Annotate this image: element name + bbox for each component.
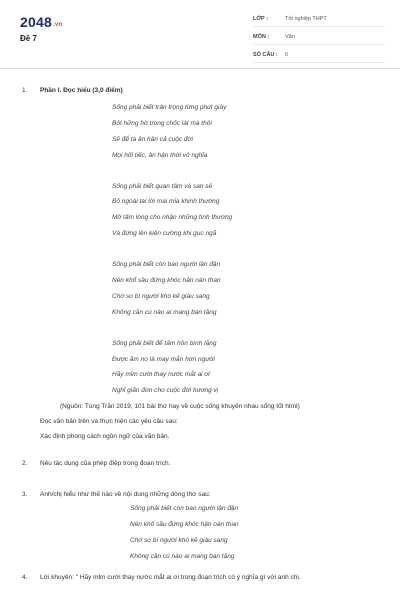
meta-value: Tốt nghiệp THPT [285, 16, 327, 22]
poem-line: Nghĩ giản đơn cho cuộc đời hương vị [112, 387, 219, 395]
poem-line: Hãy mỉm cười thay nước mắt ai ơi [112, 371, 210, 379]
question-text: Nêu tác dụng của phép điệp trong đoạn trích. [40, 460, 171, 468]
poem-line: Nén khổ sầu đứng khóc hận oán than [112, 277, 221, 285]
question-number: 3. [22, 491, 28, 499]
poem-line: Không cần cù nào ai mang ban tặng [130, 552, 235, 560]
poem-line: Không cần cù nào ai mang ban tặng [112, 308, 217, 316]
quoted-poem [0, 501, 400, 565]
question-text: Phần I. Đọc hiểu (3,0 điểm) [40, 87, 123, 94]
question-1-title [0, 84, 400, 97]
meta-value: Văn [285, 34, 295, 40]
logo-text: 2048 [20, 14, 52, 30]
meta-label: LỚP : [253, 16, 268, 22]
exam-title: Đề 7 [20, 34, 37, 43]
meta-row-subject [253, 30, 385, 45]
poem-line: Bỏ ngoài tai lời mai mỉa khinh thường [112, 198, 220, 206]
meta-value: 6 [285, 52, 289, 58]
poem-stanza-4 [0, 336, 400, 400]
poem-line: Sống phải biết trân trọng từng phút giây [112, 104, 227, 111]
poem-line: Bởi hững hờ trong chốc lát mà thôi [112, 119, 212, 127]
meta-label: SỐ CÂU : [253, 52, 278, 58]
poem-line: Và đứng lên kiên cường khi gục ngã [112, 230, 217, 238]
question-number: 1. [22, 87, 28, 94]
site-logo[interactable] [20, 14, 62, 30]
poem-source: (Nguồn: Tùng Trần 2019, 101 bài thơ hay về cuộc sống khuyên nhau sống tốt html) [60, 403, 300, 411]
poem-line: Chớ so bì người khó kẻ giàu sang [112, 292, 210, 300]
poem-line: Được ấm no là may mắn hơn người [112, 355, 215, 363]
poem-line: Sống phải biết còn bao người lận đận [130, 505, 239, 513]
poem-line: Sống phải biết quan tâm và san sẻ [112, 182, 213, 190]
question-number: 2. [22, 460, 28, 468]
exam-meta [253, 12, 385, 66]
poem-line: Mọi hối tiếc, ân hận thời vô nghĩa [112, 151, 208, 159]
page-header [0, 0, 400, 69]
poem-stanza-1 [0, 100, 400, 164]
question-2-title [0, 457, 400, 470]
poem-line: Chớ so bì người khó kẻ giàu sang [130, 537, 228, 545]
question-text: Anh/chị hiểu như thế nào về nội dung những dòng thơ sau: [40, 491, 211, 499]
question-3-title [0, 488, 400, 501]
task-text: Xác định phong cách ngôn ngữ của văn bản. [40, 433, 170, 441]
meta-row-class [253, 12, 385, 27]
poem-line: Sống phải biết để tâm hồn bình lặng [112, 339, 217, 347]
instruction-text: Đọc văn bản trên và thực hiện các yêu cầu sau: [40, 418, 178, 426]
question-number: 4. [22, 573, 28, 581]
question-4-title [0, 571, 400, 584]
question-text: Lời khuyên: " Hãy mỉm cười thay nước mắt ai ơi trong đoạn trích có ý nghĩa gì với anh chị. [40, 573, 301, 581]
exam-content [0, 84, 400, 584]
poem-line: Mở tấm lòng cho nhận những tình thương [112, 214, 233, 222]
logo-suffix: .vn [52, 22, 63, 28]
poem-line: Sống phải biết còn bao người lận đận [112, 261, 221, 269]
poem-line: Nén khổ sầu đứng khóc hận oán than [130, 521, 239, 529]
poem-stanza-2 [0, 179, 400, 243]
meta-row-count [253, 48, 385, 63]
poem-stanza-3 [0, 257, 400, 321]
meta-label: MÔN : [253, 34, 270, 40]
poem-line: Sẽ để ta ân hận cả cuộc đời [112, 135, 193, 143]
